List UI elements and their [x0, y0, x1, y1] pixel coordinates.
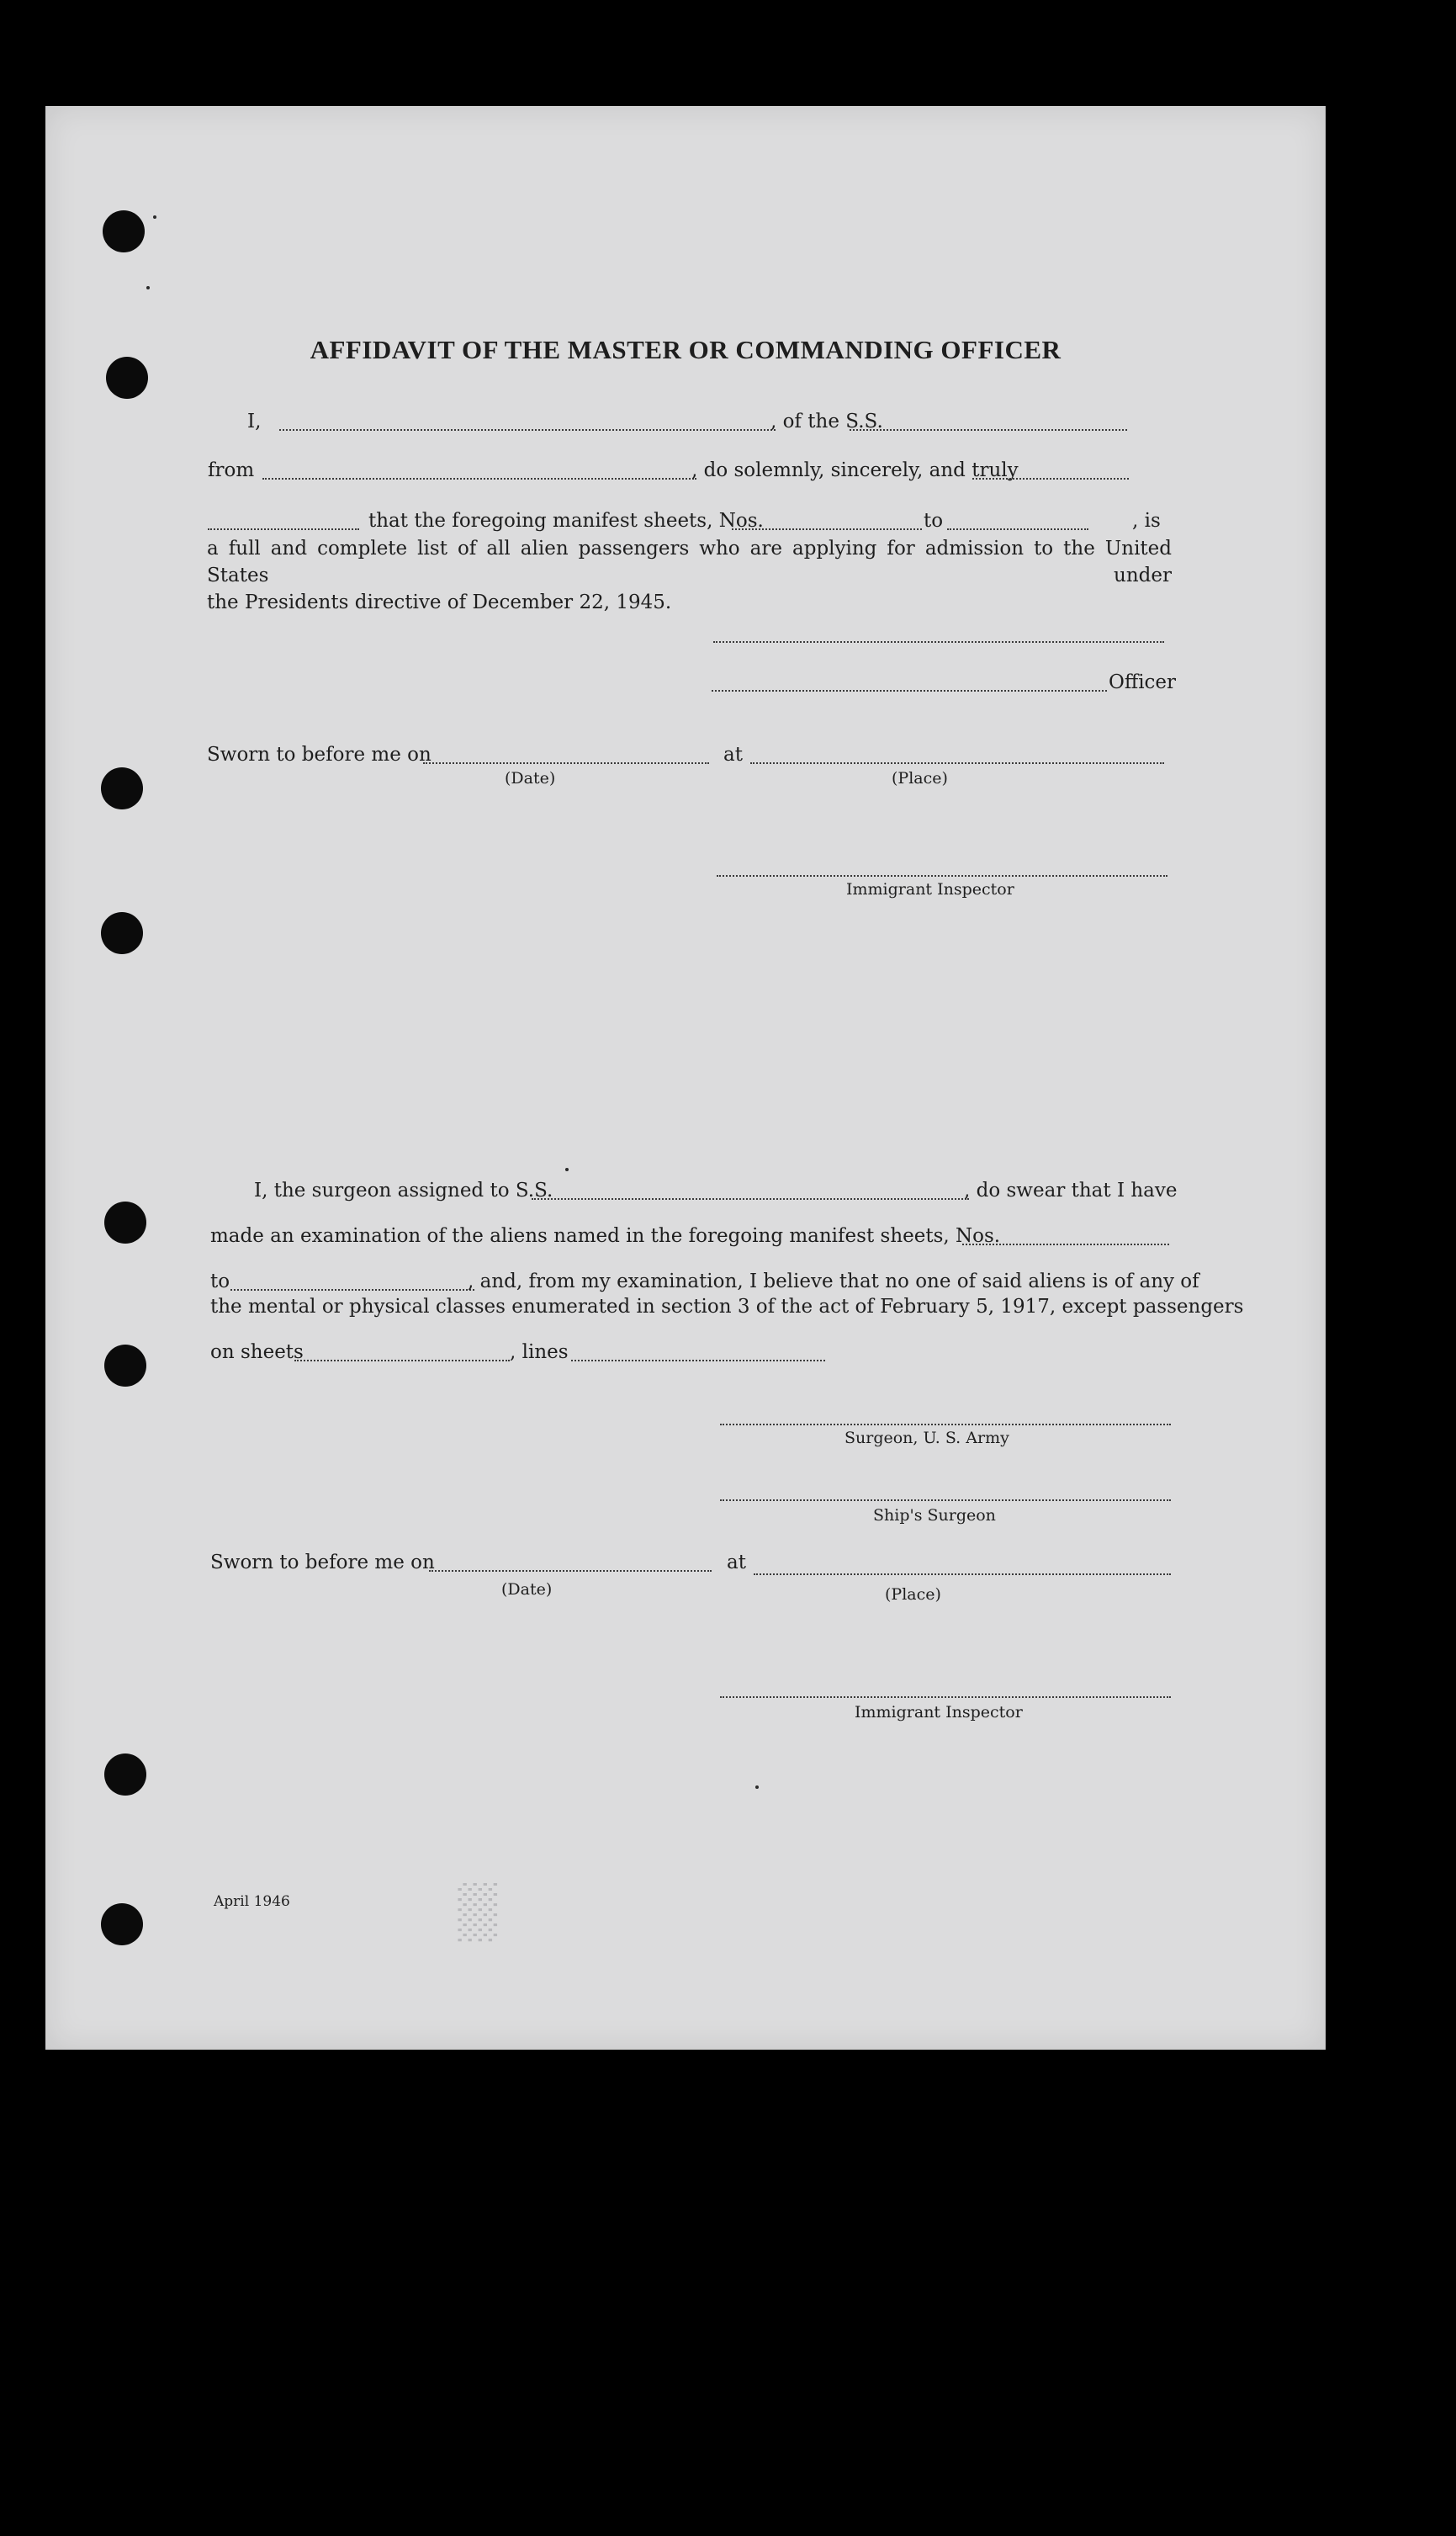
form-date-footer: April 1946 [214, 1893, 290, 1910]
surgeon-lines-field[interactable] [571, 1360, 825, 1361]
master-oath-field[interactable] [208, 528, 359, 530]
master-ship-field[interactable] [850, 429, 1127, 431]
officer-title-field[interactable] [712, 690, 1107, 692]
faint-stamp-mark: ░░░ [458, 1883, 496, 1944]
master-sworn-text: Sworn to before me on [207, 744, 432, 766]
surgeon-place-label: (Place) [885, 1585, 941, 1604]
surgeon-text-line4: the mental or physical classes enumerated in section 3 of the act of February 5, 1917, except passengers [210, 1296, 1244, 1318]
surgeon-inspector-label: Immigrant Inspector [855, 1703, 1023, 1722]
surgeon-sworn-text: Sworn to before me on [210, 1552, 435, 1573]
surgeon-sworn-date-field[interactable] [429, 1570, 712, 1572]
master-text-is: , is [1132, 510, 1161, 532]
master-swear-field[interactable] [972, 478, 1129, 480]
surgeon-text-sheets: on sheets [210, 1341, 304, 1363]
ship-surgeon-label: Ship's Surgeon [873, 1506, 996, 1525]
surgeon-date-label: (Date) [501, 1580, 553, 1599]
binder-hole [104, 1202, 146, 1244]
surgeon-ship-field[interactable] [532, 1198, 969, 1200]
surgeon-text-lines: , lines [510, 1341, 569, 1363]
ship-surgeon-signature-field[interactable] [720, 1499, 1171, 1501]
binder-hole [101, 912, 143, 954]
master-sworn-place-field[interactable] [750, 762, 1164, 764]
master-sworn-date-field[interactable] [423, 762, 709, 764]
surgeon-text-line3: , and, from my examination, I believe that no one of said aliens is of any of [468, 1271, 1199, 1292]
master-name-field[interactable] [279, 429, 776, 431]
master-nos-from-field[interactable] [732, 528, 922, 530]
surgeon-inspector-signature-field[interactable] [720, 1696, 1171, 1698]
master-text-that: that the foregoing manifest sheets, Nos. [368, 510, 764, 532]
binder-hole [101, 767, 143, 809]
form-title: AFFIDAVIT OF THE MASTER OR COMMANDING OFFICER [310, 335, 1062, 364]
master-text-from: from [208, 459, 255, 481]
binder-hole [103, 210, 145, 252]
surgeon-text-line2: made an examination of the aliens named in the foregoing manifest sheets, Nos. [210, 1225, 1001, 1247]
army-surgeon-label: Surgeon, U. S. Army [844, 1429, 1009, 1447]
officer-label: Officer [1109, 671, 1177, 693]
master-text-line4: a full and complete list of all alien passengers who are applying for admission to the United States under [207, 538, 1172, 586]
speck [153, 215, 156, 219]
surgeon-nos-to-field[interactable] [230, 1289, 474, 1291]
surgeon-nos-from-field[interactable] [962, 1244, 1169, 1245]
master-place-label: (Place) [892, 769, 948, 788]
surgeon-at-text: at [727, 1552, 746, 1573]
document-page [45, 106, 1326, 2050]
master-date-label: (Date) [505, 769, 556, 788]
master-inspector-signature-field[interactable] [717, 875, 1167, 877]
surgeon-text-to: to [210, 1271, 230, 1292]
surgeon-text-line1b: , do swear that I have [964, 1180, 1178, 1202]
speck [755, 1785, 759, 1789]
army-surgeon-signature-field[interactable] [720, 1424, 1171, 1425]
master-text-swear: , do solemnly, sincerely, and truly [691, 459, 1019, 481]
surgeon-sheets-field[interactable] [294, 1360, 510, 1361]
master-text-to: to [924, 510, 944, 532]
master-signature-field[interactable] [713, 641, 1164, 643]
master-text-line5: the Presidents directive of December 22, 1945. [207, 592, 672, 613]
surgeon-sworn-place-field[interactable] [754, 1573, 1171, 1575]
master-from-field[interactable] [262, 478, 696, 480]
master-inspector-label: Immigrant Inspector [846, 880, 1014, 899]
master-text-of-ss: , of the S.S. [770, 411, 883, 432]
speck [565, 1168, 569, 1171]
surgeon-text-line1a: I, the surgeon assigned to S.S. [254, 1180, 553, 1202]
master-at-text: at [723, 744, 743, 766]
master-text-i: I, [247, 411, 262, 432]
binder-hole [101, 1903, 143, 1945]
binder-hole [104, 1345, 146, 1387]
speck [146, 286, 150, 289]
binder-hole [104, 1753, 146, 1796]
master-nos-to-field[interactable] [947, 528, 1088, 530]
master-paragraph [207, 535, 1172, 616]
